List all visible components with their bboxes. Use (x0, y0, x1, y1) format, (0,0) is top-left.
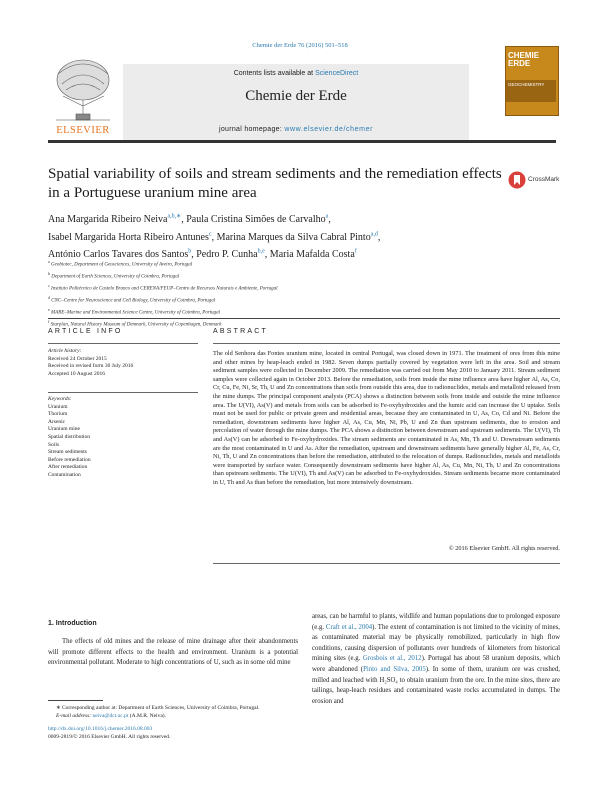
affiliation-d: $^d$ CNC–Centre for Neuroscience and Cell Biology, University of Coimbra, Portugal (48, 295, 216, 304)
email-link[interactable]: neiva@dct.uc.pt (92, 712, 129, 719)
keyword: Before remediation (48, 456, 91, 463)
crossmark-icon (508, 171, 526, 189)
author-4[interactable]: Marina Marques da Silva Cabral Pinto$^{a,d}$, (216, 231, 381, 243)
article-history (48, 348, 198, 378)
introduction-column-1: The effects of old mines and the release of mine drainage after their abandonments will promote different effects to the health and environment. Uranium is a potential environmental pollutant. Moderate to high concentrations of U, such as in some old mine (48, 638, 298, 667)
author-list (48, 210, 560, 262)
author-5[interactable]: António Carlos Tavares dos Santos$^b$, (48, 248, 197, 260)
publisher-name: ELSEVIER (56, 125, 110, 136)
header-divider (48, 140, 556, 143)
section-divider (48, 318, 560, 319)
author-6[interactable]: Pedro P. Cunha$^{b,e}$, (196, 248, 270, 260)
elsevier-tree-logo (48, 54, 118, 136)
issn-line: 0009-2819/© 2016 Elsevier GmbH. All rights reserved. (48, 733, 171, 740)
keyword: Arsenic (48, 418, 66, 425)
author-3[interactable]: Isabel Margarida Horta Ribeiro Antunes$^c$, (48, 231, 217, 243)
footnote-divider (48, 700, 103, 701)
author-2[interactable]: Paula Cristina Simões de Carvalho$^a$, (186, 214, 331, 226)
keyword: Contamination (48, 471, 81, 478)
history-revised: Received in revised form 30 July 2016 (48, 363, 134, 370)
abstract-rule (213, 343, 560, 344)
journal-cover-title (508, 52, 554, 68)
history-label: Article history: (48, 348, 82, 354)
journal-reference[interactable]: Chemie der Erde 76 (2016) 501–518 (252, 42, 348, 49)
keywords-rule (48, 392, 198, 393)
keyword: After remediation (48, 464, 88, 471)
affiliation-list (48, 258, 560, 330)
citation-link[interactable]: Pinto and Silva, 2005 (363, 665, 426, 673)
keywords-list (48, 396, 198, 480)
contents-prefix: Contents lists available at (233, 70, 316, 77)
citation-link[interactable]: Craft et al., 2004 (325, 623, 373, 631)
history-received: Received 24 October 2015 (48, 355, 107, 362)
keyword: Uranium (48, 403, 68, 410)
copyright-notice: © 2016 Elsevier GmbH. All rights reserved. (448, 545, 560, 552)
cover-title-line1: CHEMIE (508, 51, 540, 60)
affiliation-e: $^e$ MARE–Marine and Environmental Science Centre, University of Coimbra, Portugal (48, 307, 221, 316)
article-title: Spatial variability of soils and stream sediments and the remediation effects in a Portuguese uranium mine area (48, 166, 502, 201)
history-accepted: Accepted 10 August 2016 (48, 370, 105, 377)
article-info-rule (48, 343, 198, 344)
homepage-prefix: journal homepage: (218, 126, 285, 133)
doi-link[interactable]: http://dx.doi.org/10.1016/j.chemer.2016.08.003 (48, 726, 153, 732)
affiliation-b: $^b$ Department of Earth Sciences, University of Coimbra, Portugal (48, 271, 180, 280)
introduction-column-2: areas, can be harmful to plants, wildlife and human populations due to prolonged exposure (e.g. Craft et al., 2004). The extent of contamination is not limited to the vicinity of mines, as contaminated material may be physically remobilized, particularly in high flow conditions, causing dispersion of pollutants over hundreds of kilometers from historical mining sites (e.g. Grosbois et al., 2012). Portugal has about 58 uranium deposits, which were abandoned (Pinto and Silva, 2005). In some of them, uranium ore was crushed, milled and leached with H₂SO₄ to obtain uranium from the ore. In the mine sites, there are tailings, heap-leach residues and contaminated waste rocks accumulated in dumps. The erosion and (312, 613, 560, 705)
affiliation-f: $^f$ Starplan, Natural History Museum of Denmark, University of Copenhagen, Denmark (48, 319, 222, 328)
author-1[interactable]: Ana Margarida Ribeiro Neiva$^{a,b,∗}$, (48, 214, 187, 226)
introduction-heading: 1. Introduction (48, 620, 97, 627)
affiliation-a: $^a$ Geobiotec, Department of Geosciences, University of Aveiro, Portugal (48, 259, 193, 268)
abstract-heading: ABSTRACT (213, 328, 268, 335)
homepage-link[interactable]: www.elsevier.de/chemer (284, 126, 374, 133)
sciencedirect-link[interactable]: ScienceDirect (315, 70, 359, 77)
abstract-body: The old Senhora das Fontes uranium mine, located in central Portugal, was closed down in 1971. The treatment of ores from this mine and other mines by heap-leach ended in 1982. Seven dumps partially covered by vegetation were left in the area. Soil and stream sediment samples were collected in December 2009. The remediation was carried out from May 2010 to January 2011. Stream sediment samples were collected again in October 2013. Before the remediation, soils from inside the mine influence area have higher Al, As, Co, Cr, Cu, Fe, Ni, Sr, Th, U and Zn concentrations than soils from outside this area, due to radionuclides, metals and metalloid released from the mine dumps. The principal component analysis (PCA) shows a distinction between soils from inside and outside the mine influence area. The U(VI), As(V) and metals from soils can be adsorbed to Fe-oxyhydroxides and the humic acid can increase the U uptake. Soils must not be used for public or private green and residential areas, because they are contaminated in U, As, Co, Cd and Ni. Before the remediation, downstream sediments have higher Al, As, Cu, Mn, Ni, Pb, U and Zn than upstream sediments, due to erosion and percolation of water through the mine dumps. The PCA shows a distinction between downstream and upstream sediments. The U(VI), Th and As(V) can be adsorbed to Fe-oxyhydroxides. The stream sediments are contaminated in As, Mn, Th and U. Downstream sediments are the most contaminated in U and As. After the remediation, upstream and downstream sediments have generally higher Al, Fe, As, Cr, Ni, Th, U and Zn concentrations than before the remediation, attributed to the relocation of dumps. Radionuclides, metals and metalloids were transported by surface water. Consequently downstream sediments have higher Al, As, Cu, Mn, Ni, Th, U and Zn concentrations than upstream sediments. The U(VI), Th and As(V) can be adsorbed to Fe-oxyhydroxides. Stream sediments became more contaminated in U, Th and As than before the remediation, but more intensively downstream. (213, 350, 560, 486)
keyword: Soils (48, 441, 60, 448)
keyword: Stream sediments (48, 449, 87, 456)
crossmark-badge[interactable] (508, 171, 560, 191)
journal-name: Chemie der Erde (245, 88, 347, 104)
affiliation-c: $^c$ Instituto Politécnico de Castelo Branco and CERENA/FEUP–Centro de Recursos Naturais e Ambiente, Portugal (48, 283, 278, 292)
footnotes (48, 705, 298, 741)
author-7[interactable]: Maria Mafalda Costa$^f$ (269, 248, 357, 260)
keyword: Uranium mine (48, 426, 80, 433)
cover-title-line2: ERDE (508, 59, 531, 68)
corresponding-author-note: ∗ Corresponding author at: Department of Earth Sciences, University of Coimbra, Portugal. (56, 705, 260, 711)
contents-line (123, 70, 469, 77)
email-note: E-mail address: neiva@dct.uc.pt (A.M.R. Neiva). (56, 712, 166, 719)
article-info-heading: ARTICLE INFO (48, 328, 123, 335)
crossmark-label: CrossMark (528, 176, 560, 183)
citation-link[interactable]: Grosbois et al., 2012 (362, 655, 422, 663)
journal-homepage (123, 126, 469, 133)
journal-cover-subtitle: GEOCHEMISTRY (508, 82, 545, 87)
keywords-label: Keywords: (48, 396, 72, 402)
keyword: Thorium (48, 411, 68, 418)
keyword: Spatial distribution (48, 433, 91, 440)
abstract-end-rule (213, 563, 560, 564)
